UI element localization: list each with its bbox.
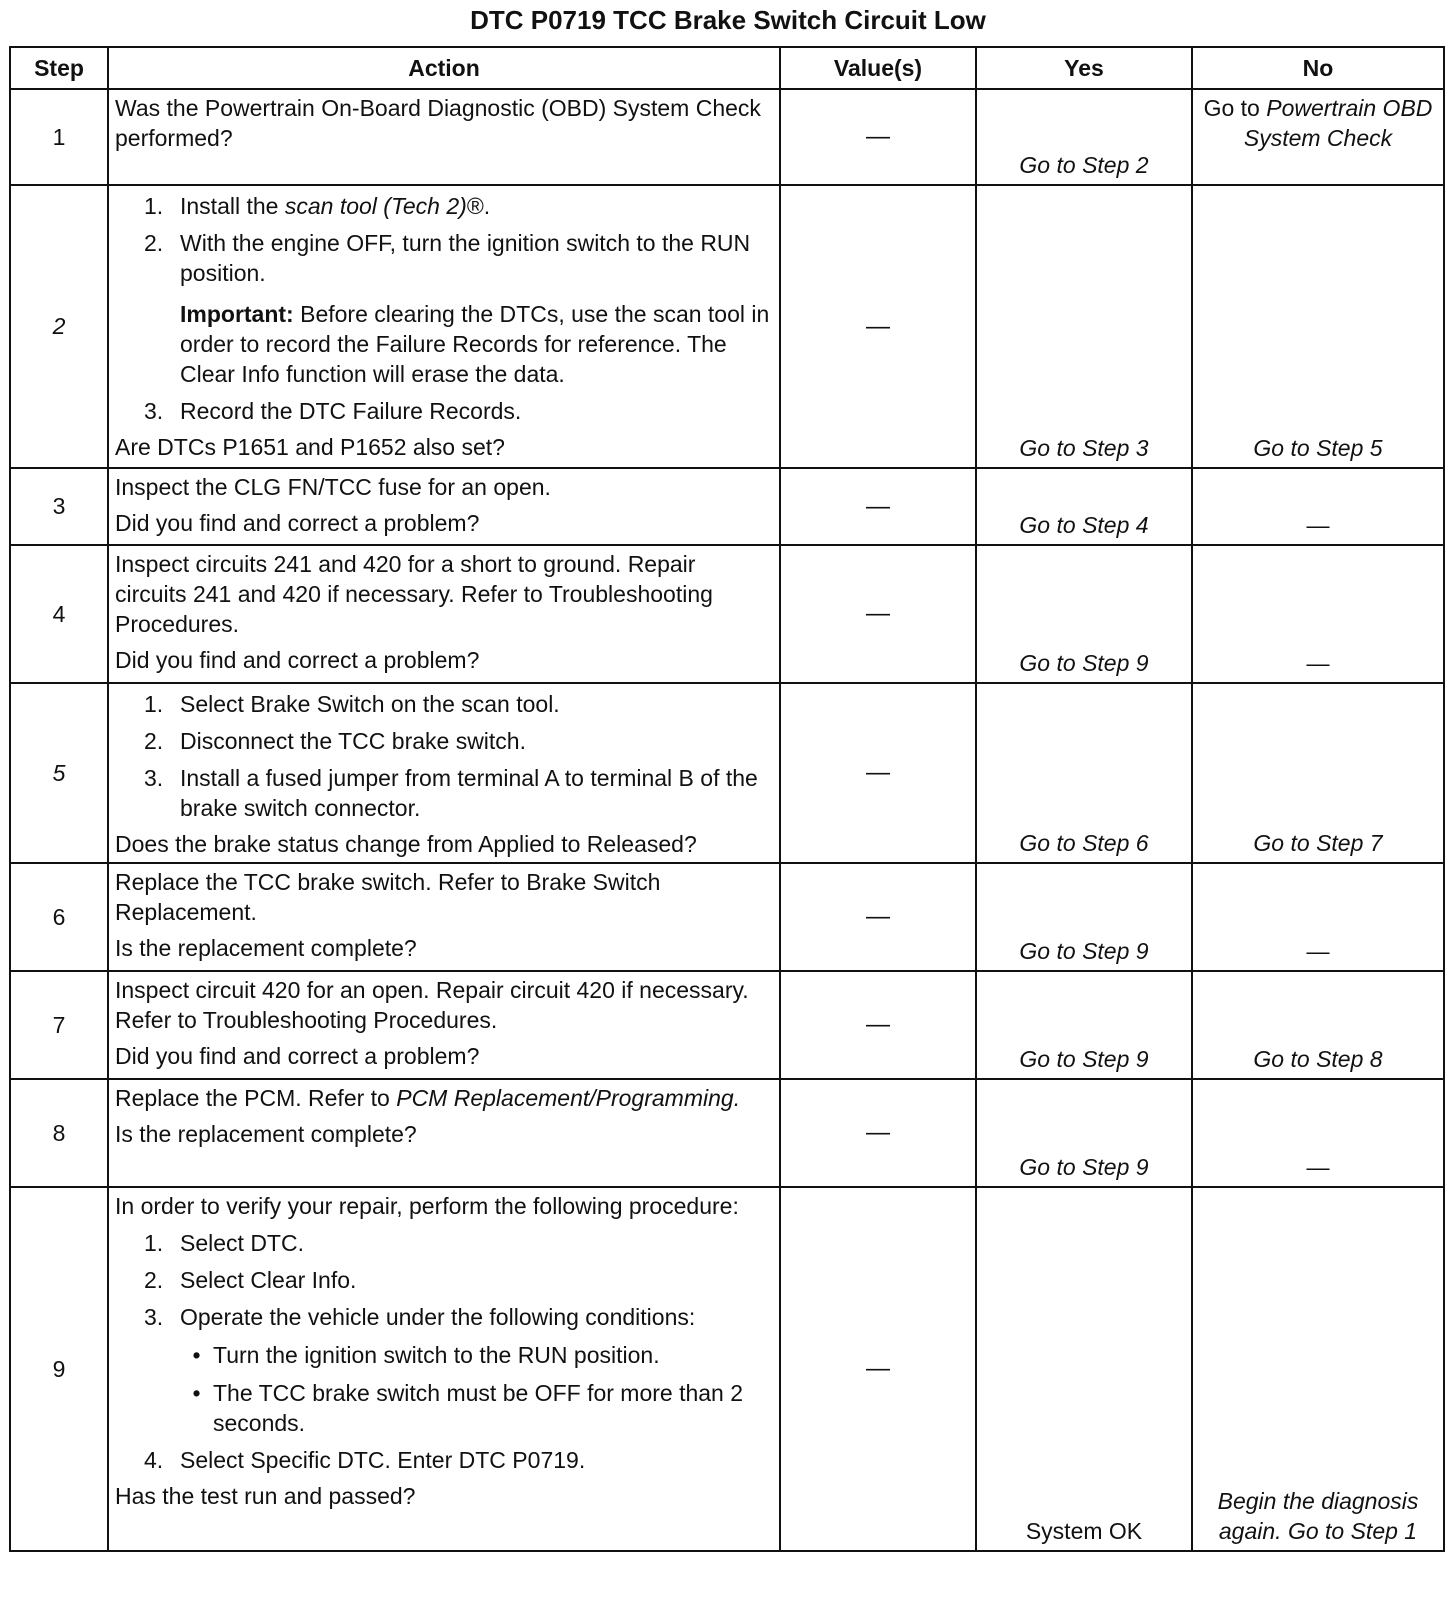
table-row: [10, 468, 1444, 545]
value-cell: —: [780, 971, 976, 1079]
step-number: 8: [10, 1079, 108, 1187]
action-text-part: .: [733, 1085, 741, 1111]
no-cell: Go to Step 7: [1192, 683, 1444, 863]
list-number: 3.: [144, 1304, 164, 1330]
action-text-part: Replace the PCM. Refer to: [115, 1085, 397, 1111]
value-cell: —: [780, 1187, 976, 1551]
list-text: Select Clear Info.: [180, 1267, 357, 1293]
list-number: 3.: [144, 398, 164, 424]
no-prefix: Go to: [1203, 95, 1267, 121]
bullet-item: [180, 1340, 773, 1370]
yes-cell: Go to Step 9: [976, 971, 1192, 1079]
action-question: Has the test run and passed?: [115, 1483, 416, 1509]
step-number: 9: [10, 1187, 108, 1551]
list-text: Disconnect the TCC brake switch.: [180, 728, 526, 754]
yes-cell: Go to Step 9: [976, 545, 1192, 683]
step-number: 6: [10, 863, 108, 971]
list-item: [144, 228, 773, 288]
step-number: 1: [10, 89, 108, 185]
bullet-item: [180, 1378, 773, 1438]
important-text: Before clearing the DTCs, use the scan tool in order to record the Failure Records for reference. The Clear Info function will erase the data.: [180, 301, 770, 387]
list-item: [144, 396, 773, 426]
list-item: [144, 1302, 773, 1332]
list-text: Record the DTC Failure Records.: [180, 398, 522, 424]
no-cell: Go to Step 5: [1192, 185, 1444, 468]
table-row: [10, 683, 1444, 863]
yes-cell: System OK: [976, 1187, 1192, 1551]
list-text: Select DTC.: [180, 1230, 304, 1256]
action-question: Did you find and correct a problem?: [115, 647, 480, 673]
list-item: [144, 191, 773, 221]
action-question: Did you find and correct a problem?: [115, 1043, 480, 1069]
no-cell: —: [1192, 1079, 1444, 1187]
list-number: 2.: [144, 230, 164, 256]
important-label: Important:: [180, 301, 294, 327]
action-cell: [108, 1187, 780, 1551]
no-cell: [1192, 89, 1444, 185]
no-cell: Go to Step 8: [1192, 971, 1444, 1079]
action-text-italic: PCM Replacement/Programming: [396, 1085, 734, 1111]
action-steps-list: [144, 1228, 773, 1475]
list-number: 1.: [144, 1230, 164, 1256]
list-item: [144, 1445, 773, 1475]
list-item: [144, 763, 773, 823]
action-question: Are DTCs P1651 and P1652 also set?: [115, 434, 505, 460]
header-step: Step: [10, 47, 108, 89]
list-number: 2.: [144, 1267, 164, 1293]
action-question: Is the replacement complete?: [115, 1121, 417, 1147]
yes-cell: Go to Step 4: [976, 468, 1192, 545]
list-item: [144, 689, 773, 719]
step-number: 3: [10, 468, 108, 545]
value-cell: —: [780, 863, 976, 971]
list-number: 3.: [144, 765, 164, 791]
action-cell: [108, 863, 780, 971]
yes-cell: Go to Step 9: [976, 863, 1192, 971]
header-action: Action: [108, 47, 780, 89]
yes-cell: Go to Step 2: [976, 89, 1192, 185]
list-text: Select Specific DTC. Enter DTC P0719.: [180, 1447, 586, 1473]
list-number: 4.: [144, 1447, 164, 1473]
table-row: [10, 971, 1444, 1079]
action-text: Inspect circuit 420 for an open. Repair circuit 420 if necessary. Refer to Troubleshooting Procedures.: [115, 977, 749, 1033]
action-text: In order to verify your repair, perform the following procedure:: [115, 1193, 739, 1219]
action-steps-list: [144, 689, 773, 823]
yes-cell: Go to Step 9: [976, 1079, 1192, 1187]
no-cell: —: [1192, 468, 1444, 545]
action-text: Replace the TCC brake switch. Refer to Brake Switch Replacement.: [115, 869, 661, 925]
action-cell: [108, 683, 780, 863]
list-text: Install the: [180, 193, 285, 219]
list-text-italic: scan tool (Tech 2): [284, 193, 467, 219]
step-number: 7: [10, 971, 108, 1079]
list-text: Select Brake Switch on the scan tool.: [180, 691, 560, 717]
action-steps-list: [144, 191, 773, 288]
bullet-icon: •: [192, 1380, 201, 1406]
no-cell: Begin the diagnosis again. Go to Step 1: [1192, 1187, 1444, 1551]
header-no: No: [1192, 47, 1444, 89]
action-cell: [108, 185, 780, 468]
yes-cell: Go to Step 6: [976, 683, 1192, 863]
table-row: [10, 1079, 1444, 1187]
yes-cell: Go to Step 3: [976, 185, 1192, 468]
list-number: 2.: [144, 728, 164, 754]
list-text: Install a fused jumper from terminal A to terminal B of the brake switch connector.: [180, 765, 758, 821]
step-number: 5: [10, 683, 108, 863]
table-row: [10, 863, 1444, 971]
list-text: Operate the vehicle under the following conditions:: [180, 1304, 696, 1330]
table-header-row: [10, 47, 1444, 89]
list-item: [144, 726, 773, 756]
action-text: Inspect circuits 241 and 420 for a short to ground. Repair circuits 241 and 420 if necessary. Refer to Troubleshooting Procedures.: [115, 551, 713, 637]
value-cell: —: [780, 683, 976, 863]
list-text: With the engine OFF, turn the ignition switch to the RUN position.: [180, 230, 751, 286]
action-question: Does the brake status change from Applied to Released?: [115, 831, 697, 857]
action-cell: [108, 89, 780, 185]
no-cell: —: [1192, 545, 1444, 683]
value-cell: —: [780, 468, 976, 545]
header-yes: Yes: [976, 47, 1192, 89]
header-values: Value(s): [780, 47, 976, 89]
list-number: 1.: [144, 691, 164, 717]
list-item: [144, 1265, 773, 1295]
table-row: [10, 185, 1444, 468]
table-row: [10, 545, 1444, 683]
step-number: 4: [10, 545, 108, 683]
value-cell: —: [780, 1079, 976, 1187]
no-cell: —: [1192, 863, 1444, 971]
table-row: [10, 1187, 1444, 1551]
important-note: [180, 299, 773, 389]
action-cell: [108, 545, 780, 683]
value-cell: —: [780, 89, 976, 185]
list-number: 1.: [144, 193, 164, 219]
action-cell: [108, 1079, 780, 1187]
action-cell: [108, 468, 780, 545]
action-text: [115, 1083, 773, 1113]
value-cell: —: [780, 185, 976, 468]
no-link: Powertrain OBD System Check: [1243, 95, 1433, 151]
step-number: 2: [10, 185, 108, 468]
page-title: DTC P0719 TCC Brake Switch Circuit Low: [470, 5, 986, 35]
action-text: Inspect the CLG FN/TCC fuse for an open.: [115, 474, 551, 500]
action-question: Is the replacement complete?: [115, 935, 417, 961]
bullet-text: The TCC brake switch must be OFF for more than 2 seconds.: [213, 1380, 744, 1436]
list-text: ®.: [466, 193, 491, 219]
table-row: [10, 89, 1444, 185]
bullet-icon: •: [192, 1342, 201, 1368]
action-question: Did you find and correct a problem?: [115, 510, 480, 536]
action-question: Was the Powertrain On-Board Diagnostic (OBD) System Check performed?: [115, 95, 761, 151]
bullet-text: Turn the ignition switch to the RUN position.: [213, 1342, 660, 1368]
value-cell: —: [780, 545, 976, 683]
list-item: [144, 1228, 773, 1258]
action-cell: [108, 971, 780, 1079]
diagnostic-table: [9, 46, 1445, 1552]
